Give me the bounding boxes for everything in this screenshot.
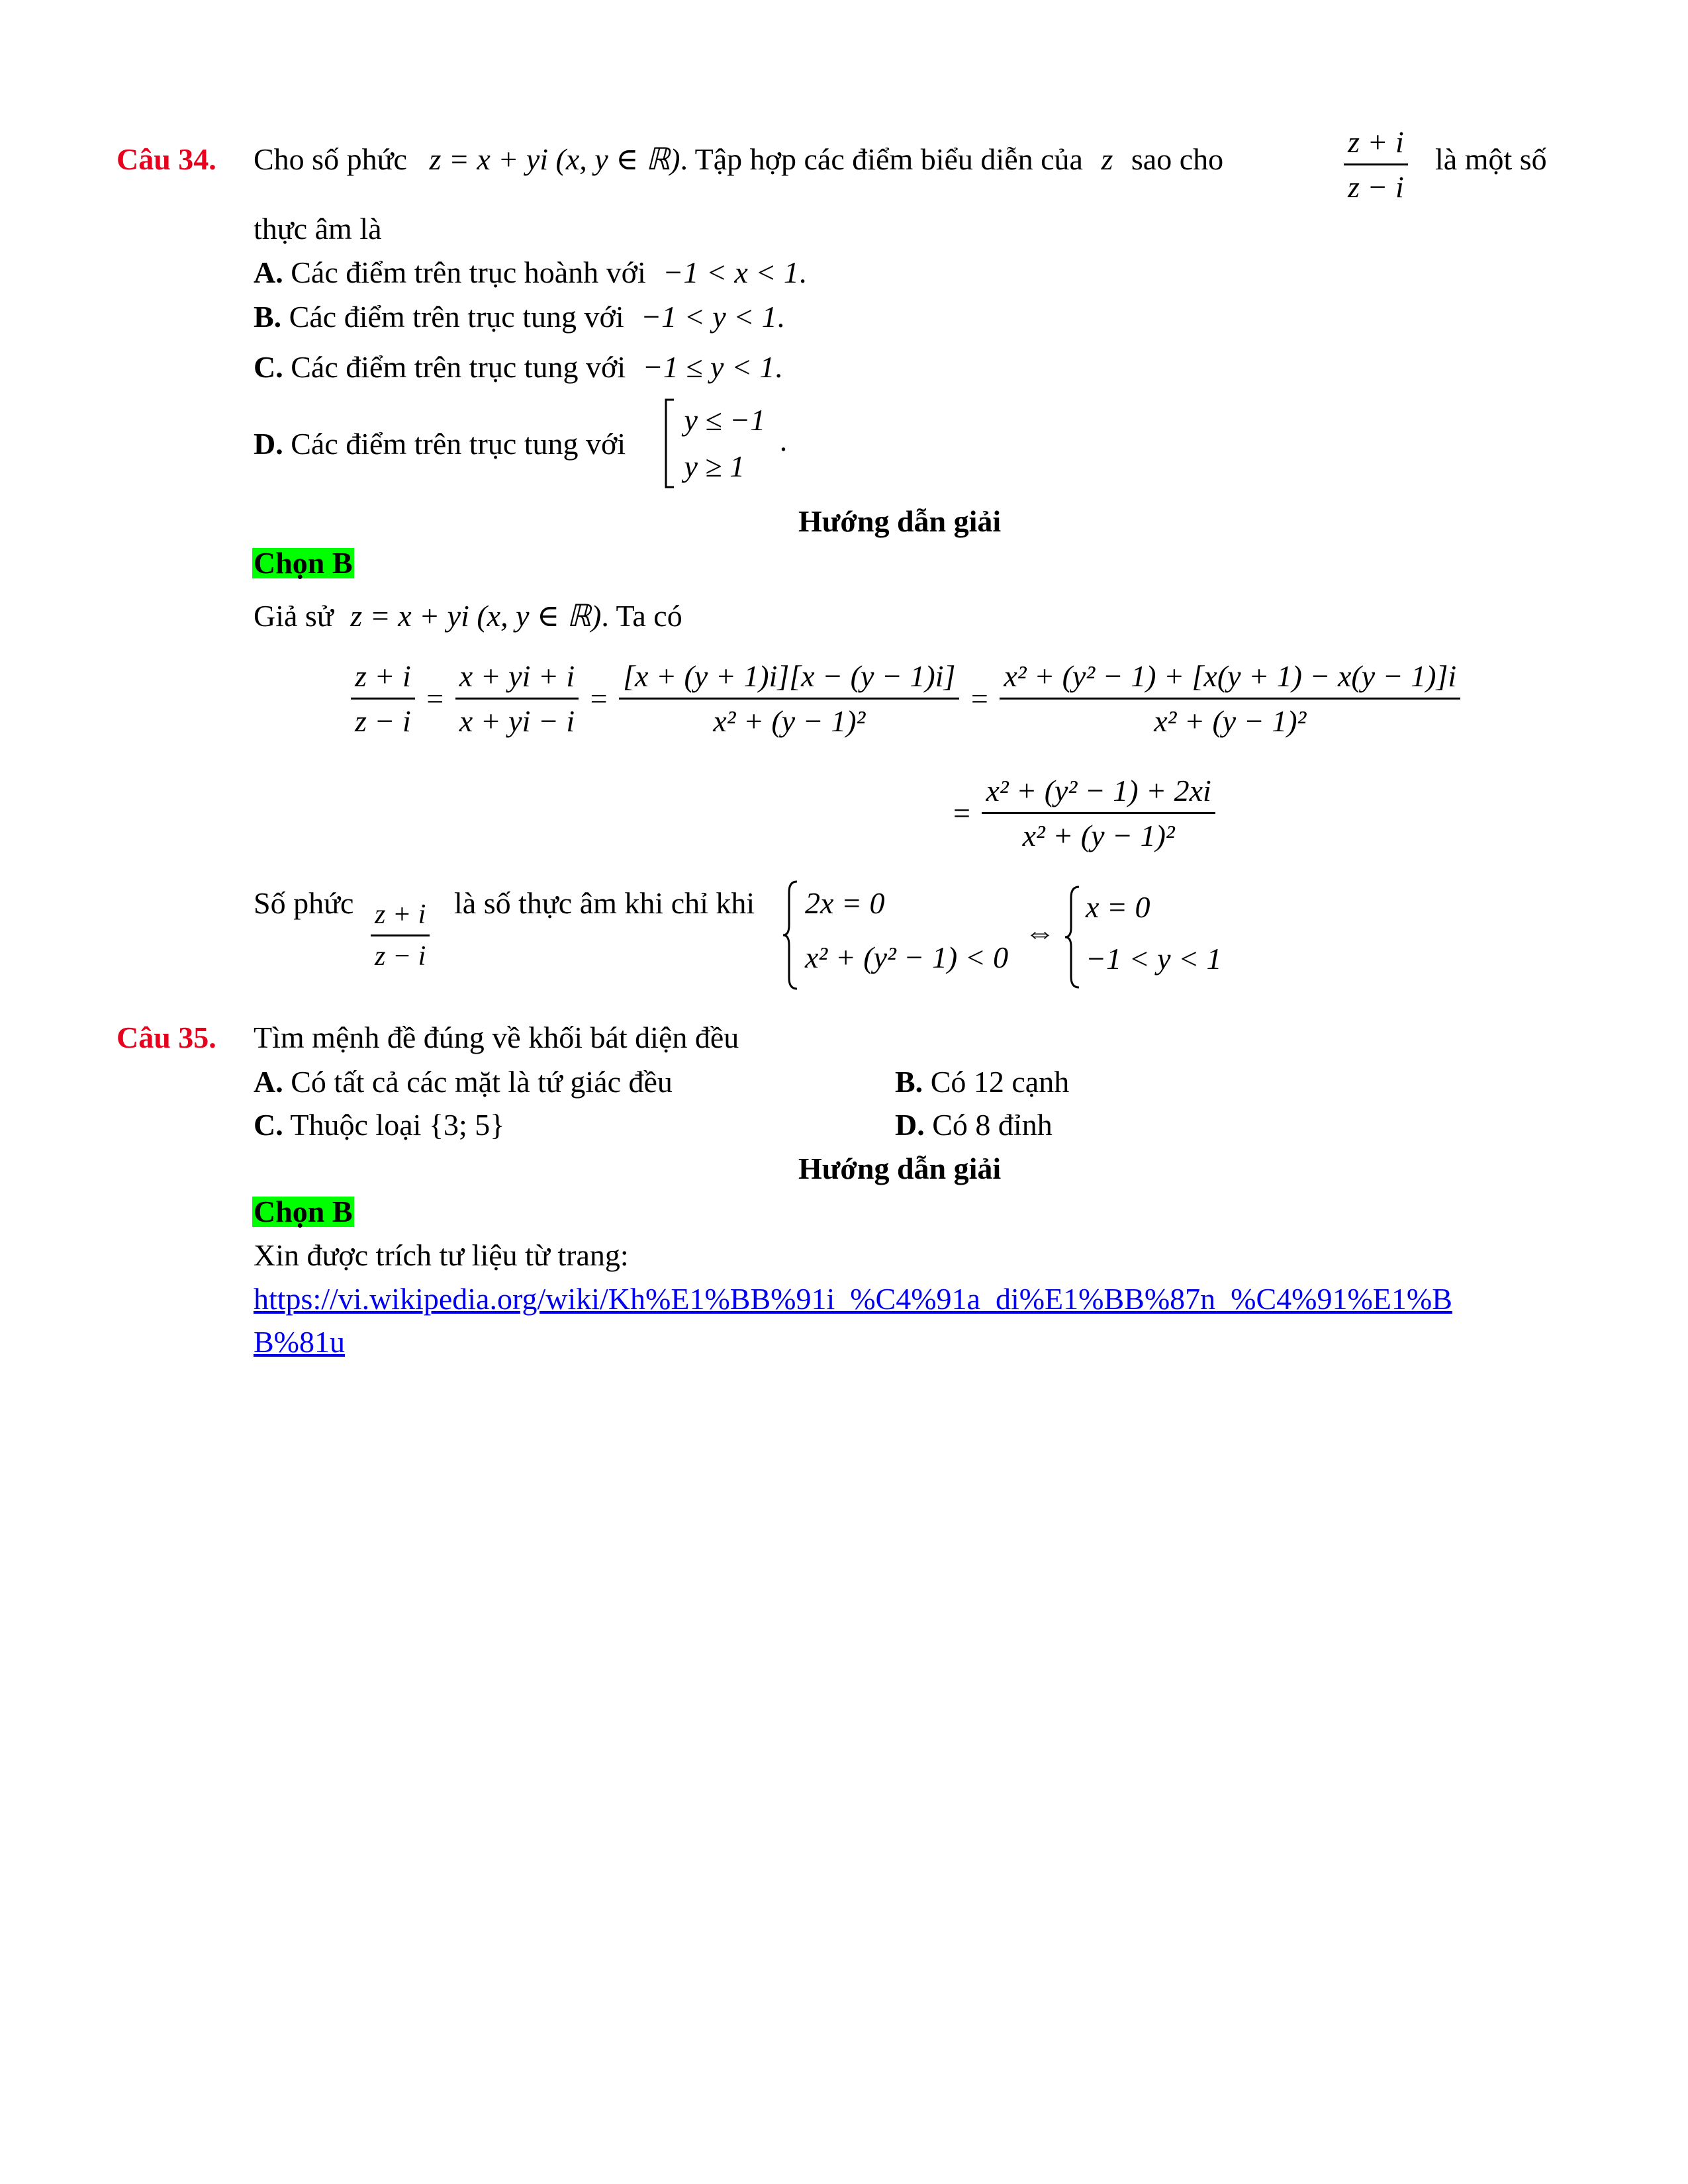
fraction-denominator: x² + (y − 1)² bbox=[982, 812, 1215, 853]
solution-line1 bbox=[254, 601, 682, 631]
system-line: x = 0 bbox=[1086, 890, 1150, 924]
system-line: y ≤ −1 bbox=[684, 403, 766, 437]
option-end: . bbox=[798, 255, 807, 289]
option-text: Có 8 đỉnh bbox=[932, 1108, 1053, 1142]
fraction-denominator: z − i bbox=[351, 698, 415, 739]
fraction bbox=[1000, 659, 1460, 739]
fraction-numerator: z + i bbox=[355, 659, 411, 693]
system-line: x² + (y² − 1) < 0 bbox=[805, 940, 1009, 974]
option-c bbox=[254, 1110, 504, 1140]
option-key: A. bbox=[254, 255, 283, 289]
option-d bbox=[254, 429, 626, 459]
stem-text-end: là một số bbox=[1435, 142, 1547, 176]
option-b bbox=[895, 1067, 1069, 1097]
option-text: Có tất cả các mặt là tứ giác đều bbox=[291, 1065, 673, 1099]
conclusion-line bbox=[254, 888, 353, 919]
stem-text: Cho số phức bbox=[254, 142, 407, 176]
stem-text: sao cho bbox=[1131, 142, 1224, 176]
option-math: −1 ≤ y < 1 bbox=[642, 350, 775, 384]
left-bracket-icon bbox=[662, 397, 677, 490]
conclusion-text-2: là số thực âm khi chỉ khi bbox=[454, 886, 755, 920]
equation-row-2: = $\frac{\text{x² + (y² − 1) + 2xi}}{\text{x² + (y − 1)²}}$ bbox=[953, 773, 1215, 853]
fraction-denominator: x² + (y − 1)² bbox=[1000, 698, 1460, 739]
option-c bbox=[254, 352, 782, 383]
system-line: −1 < y < 1 bbox=[1086, 942, 1222, 976]
fraction-numerator: x + yi + i bbox=[459, 659, 575, 693]
fraction bbox=[455, 659, 579, 739]
iff-symbol: ⇔ bbox=[1025, 915, 1055, 949]
stem-text: . Tập hợp các điểm biểu diễn của bbox=[680, 142, 1083, 176]
question-35-stem: Tìm mệnh đề đúng về khối bát diện đều bbox=[254, 1021, 739, 1054]
option-text: Các điểm trên trục hoành với bbox=[291, 255, 646, 289]
conclusion-text: Số phức bbox=[254, 886, 354, 920]
question-34-stem-line1 bbox=[254, 144, 1223, 175]
option-text: Các điểm trên trục tung với bbox=[291, 350, 626, 384]
fraction-numerator: [x + (y + 1)i][x − (y − 1)i] bbox=[623, 659, 956, 693]
option-end: . bbox=[776, 300, 785, 334]
option-key: B. bbox=[895, 1065, 923, 1099]
option-d-system bbox=[662, 397, 787, 490]
option-key: C. bbox=[254, 350, 283, 384]
guide-heading-35: Hướng dẫn giải bbox=[798, 1152, 1002, 1185]
fraction bbox=[619, 659, 959, 739]
equation-row-1: $\frac{z + i}{z - i}$ = $\frac{x + yi + i}{x + yi - i}$ = $\frac{[x + (y + 1)i][x - (y - 1)i]}{\text{x² + (y − 1)²}}$ = $\frac{\text{x² + (y² − 1) + [x(y + 1) − x(y − 1)]i}}{\text{x² + (y − 1)²}}$ bbox=[351, 659, 1460, 739]
wikipedia-link-line1[interactable]: https://vi.wikipedia.org/wiki/Kh%E1%BB%91i_%C4%91a_di%E1%BB%87n_%C4%91%E1%B bbox=[254, 1282, 1452, 1316]
wikipedia-link-line2[interactable]: B%81u bbox=[254, 1325, 345, 1359]
question-35-label: Câu 35. bbox=[117, 1021, 216, 1054]
option-text: Các điểm trên trục tung với bbox=[289, 300, 624, 334]
option-text: Có 12 cạnh bbox=[930, 1065, 1070, 1099]
option-math: −1 < x < 1 bbox=[663, 255, 799, 289]
fraction-numerator: x² + (y² − 1) + 2xi bbox=[986, 774, 1211, 807]
stem-math-z: z = x + yi (x, y ∈ ℝ) bbox=[429, 142, 680, 176]
option-text: Thuộc loại {3; 5} bbox=[290, 1108, 505, 1142]
left-brace-icon bbox=[1063, 884, 1082, 990]
system-line: 2x = 0 bbox=[805, 886, 885, 920]
option-d bbox=[895, 1110, 1053, 1140]
stem-text-line2: thực âm là bbox=[254, 212, 382, 246]
option-key: A. bbox=[254, 1065, 283, 1099]
fraction-denominator: x² + (y − 1)² bbox=[619, 698, 959, 739]
answer-badge-35: Chọn B bbox=[254, 1195, 353, 1228]
fraction-denominator: x + yi − i bbox=[455, 698, 579, 739]
fraction-numerator: z + i bbox=[375, 899, 426, 930]
fraction bbox=[982, 773, 1215, 853]
fraction-numerator: z + i bbox=[1348, 125, 1404, 159]
option-end: . bbox=[779, 423, 788, 457]
option-key: C. bbox=[254, 1108, 283, 1142]
option-key: D. bbox=[895, 1108, 925, 1142]
fraction bbox=[351, 659, 415, 739]
option-key: D. bbox=[254, 427, 283, 461]
fraction-numerator: x² + (y² − 1) + [x(y + 1) − x(y − 1)]i bbox=[1004, 659, 1457, 693]
option-end: . bbox=[774, 350, 782, 384]
solution-text: Giả sử bbox=[254, 599, 334, 633]
system-line: y ≥ 1 bbox=[684, 449, 745, 483]
question-34-label: Câu 34. bbox=[117, 142, 216, 176]
option-a bbox=[254, 257, 806, 288]
option-key: B. bbox=[254, 300, 282, 334]
option-math: −1 < y < 1 bbox=[641, 300, 777, 334]
left-brace-icon bbox=[781, 879, 800, 991]
fraction-denominator: z − i bbox=[1344, 163, 1408, 205]
option-b bbox=[254, 302, 784, 332]
guide-heading-34: Hướng dẫn giải bbox=[798, 504, 1002, 538]
option-text: Các điểm trên trục tung với bbox=[291, 427, 626, 461]
fraction-denominator: z − i bbox=[371, 934, 430, 972]
stem-fraction bbox=[1344, 124, 1408, 205]
answer-badge-34: Chọn B bbox=[254, 546, 353, 580]
option-a bbox=[254, 1067, 673, 1097]
source-text: Xin được trích tư liệu từ trang: bbox=[254, 1238, 629, 1272]
stem-math-zvar: z bbox=[1101, 142, 1113, 176]
solution-math: z = x + yi (x, y ∈ ℝ) bbox=[350, 599, 602, 633]
conclusion-fraction bbox=[371, 899, 430, 972]
solution-text: . Ta có bbox=[601, 599, 682, 633]
